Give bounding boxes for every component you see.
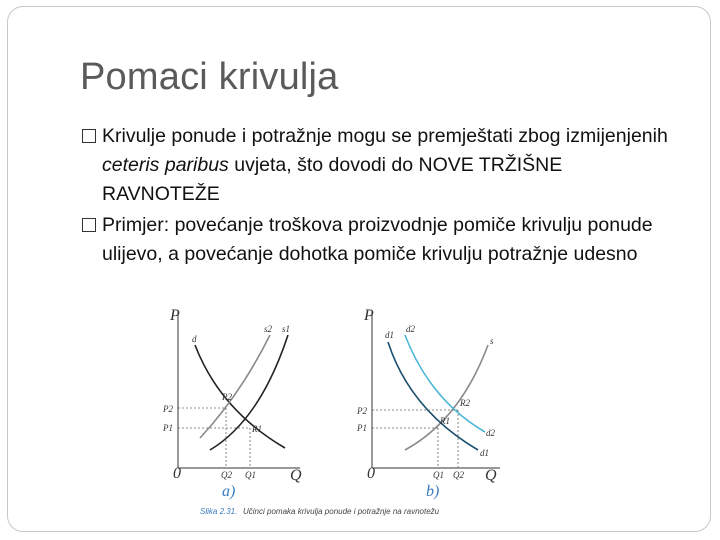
bullet-text-1-italic: ceteris paribus	[102, 154, 229, 176]
panel-b-x-label: Q	[485, 467, 497, 484]
panel-b-origin: 0	[367, 465, 375, 482]
panel-a-tick-p2: P2	[163, 404, 173, 414]
panel-a-tick-q2: Q2	[221, 470, 232, 480]
panel-a-point-r1: R1	[252, 424, 262, 434]
bullet-item	[80, 122, 680, 209]
panel-a-demand-curve	[195, 345, 285, 448]
panel-b-point-r1: R1	[440, 416, 450, 426]
panel-a-supply-s2	[200, 335, 270, 438]
figure-caption	[200, 507, 440, 516]
panel-a-origin: 0	[173, 465, 181, 482]
panel-b-label-s: s	[490, 336, 494, 346]
figure-svg	[160, 300, 520, 532]
panel-b-tick-q1: Q1	[433, 470, 444, 480]
panel-b-label-d1: d1	[385, 330, 394, 340]
panel-a-label-s2: s2	[264, 324, 273, 334]
panel-b	[356, 307, 500, 500]
panel-a	[162, 307, 302, 500]
panel-b-label-d2: d2	[486, 428, 495, 438]
panel-b-tick-p2: P2	[357, 406, 367, 416]
panel-b-y-label: P	[364, 307, 374, 324]
panel-b-label: b)	[426, 483, 440, 500]
panel-a-tick-p1: P1	[163, 423, 173, 433]
panel-b-tick-q2: Q2	[453, 470, 464, 480]
panel-a-label-s1: s1	[282, 324, 291, 334]
caption-label: Slika 2.31.	[200, 507, 238, 516]
bullet-text-1a: Krivulje ponude i potražnje mogu se premještati zbog izmijenjenih	[102, 125, 668, 147]
panel-b-label-d1-bottom: d1	[480, 448, 489, 458]
panel-a-x-label: Q	[290, 467, 302, 484]
checkbox-bullet-icon	[82, 129, 96, 143]
bullet-list	[80, 122, 680, 269]
panel-b-demand-d1	[388, 342, 478, 450]
supply-demand-figure	[160, 300, 520, 532]
bullet-text-1c: uvjeta, što dovodi do NOVE TRŽIŠNE RAVNOTEŽE	[102, 154, 563, 205]
panel-b-point-r2: R2	[460, 398, 470, 408]
panel-a-label: a)	[222, 483, 236, 500]
slide-title: Pomaci krivulja	[80, 56, 339, 98]
bullet-item	[80, 211, 680, 269]
checkbox-bullet-icon	[82, 218, 96, 232]
panel-a-point-r2: R2	[222, 392, 232, 402]
caption-text: Učinci pomaka krivulja ponude i potražnje na ravnotežu	[243, 507, 440, 516]
panel-a-y-label: P	[170, 307, 180, 324]
bullet-text-2: Primjer: povećanje troškova proizvodnje pomiče krivulju ponude ulijevo, a povećanje dohotka pomiče krivulju potražnje udesno	[102, 214, 653, 265]
panel-b-label-d2-top: d2	[406, 324, 415, 334]
panel-a-label-d: d	[192, 334, 197, 344]
panel-a-tick-q1: Q1	[245, 470, 256, 480]
panel-b-tick-p1: P1	[357, 423, 367, 433]
